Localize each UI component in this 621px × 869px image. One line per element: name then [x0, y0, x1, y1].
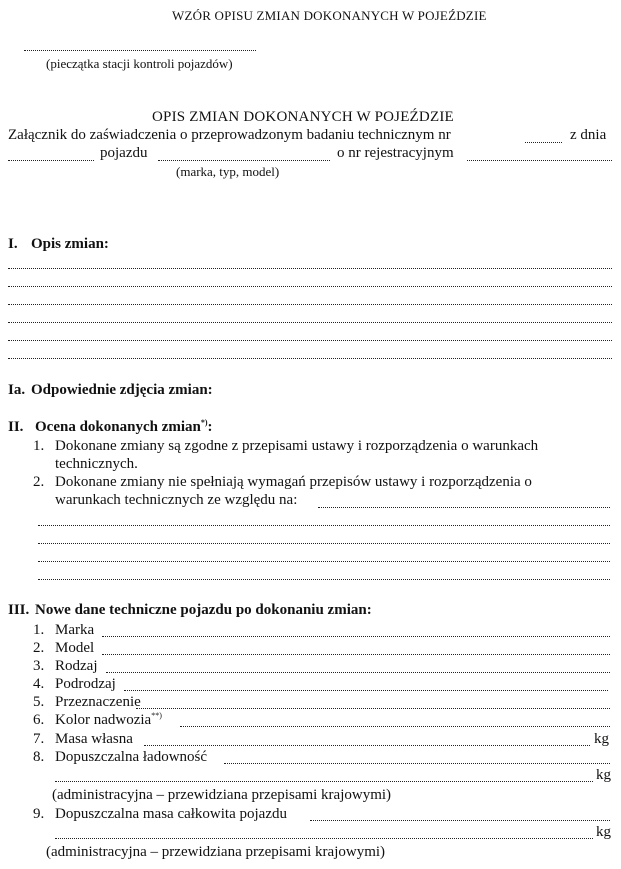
- reason-line-3[interactable]: [38, 561, 610, 562]
- item-7-label: Masa własna: [55, 731, 133, 747]
- item-1-label: Marka: [55, 622, 95, 638]
- changes-line-1[interactable]: [8, 268, 612, 269]
- item-3-label: Rodzaj: [55, 658, 98, 674]
- section-i-number: I.: [8, 236, 18, 252]
- reason-line-4[interactable]: [38, 579, 610, 580]
- intro-date-label: z dnia: [570, 127, 607, 143]
- item-2-label: Model: [55, 640, 95, 656]
- vehicle-field[interactable]: [158, 160, 330, 161]
- item-3-number: 3.: [33, 658, 45, 674]
- item-5-number: 5.: [33, 694, 45, 710]
- purpose-field[interactable]: [136, 708, 610, 709]
- body-color-field[interactable]: [180, 726, 610, 727]
- item-9-admin-note: (administracyjna – przewidziana przepisami krajowymi): [46, 844, 386, 860]
- model-field[interactable]: [102, 654, 610, 655]
- item-6-number: 6.: [33, 712, 45, 728]
- certificate-date-field[interactable]: [8, 160, 94, 161]
- document-title: OPIS ZMIAN DOKONANYCH W POJEŹDZIE: [152, 109, 454, 125]
- stamp-caption: (pieczątka stacji kontroli pojazdów): [46, 56, 233, 71]
- item-4-label: Podrodzaj: [55, 676, 116, 692]
- assessment-item-2-line1: Dokonane zmiany nie spełniają wymagań przepisów ustawy i rozporządzenia o: [55, 474, 532, 490]
- item-9-number: 9.: [33, 806, 45, 822]
- intro-vehicle-label: pojazdu: [100, 145, 148, 161]
- item-8-unit: kg: [596, 767, 611, 783]
- template-title: WZÓR OPISU ZMIAN DOKONANYCH W POJEŹDZIE: [172, 8, 487, 23]
- reason-line-2[interactable]: [38, 543, 610, 544]
- section-ia-number: Ia.: [8, 382, 26, 398]
- footnote-mark: **): [151, 711, 162, 720]
- changes-line-4[interactable]: [8, 322, 612, 323]
- footnote-mark: *): [200, 418, 208, 427]
- stamp-line: [24, 50, 256, 51]
- assessment-item-2-line2: warunkach technicznych ze względu na:: [55, 492, 298, 508]
- section-ia-title: Odpowiednie zdjęcia zmian:: [31, 382, 213, 398]
- registration-number-field[interactable]: [467, 160, 612, 161]
- item-6-label: Kolor nadwozia**): [55, 711, 162, 728]
- subtype-field[interactable]: [124, 690, 608, 691]
- item-4-number: 4.: [33, 676, 45, 692]
- section-ii-title: Ocena dokonanych zmian*):: [35, 418, 213, 435]
- make-field[interactable]: [102, 636, 610, 637]
- gross-weight-field[interactable]: [310, 820, 610, 821]
- item-8-number: 8.: [33, 749, 45, 765]
- reason-field[interactable]: [318, 507, 610, 508]
- intro-line1-prefix: Załącznik do zaświadczenia o przeprowadzonym badaniu technicznym nr: [8, 127, 451, 143]
- section-iii-title: Nowe dane techniczne pojazdu po dokonaniu zmian:: [35, 602, 372, 618]
- assessment-item-1-line1: Dokonane zmiany są zgodne z przepisami ustawy i rozporządzenia o warunkach: [55, 438, 539, 454]
- item-2-number: 2.: [33, 640, 45, 656]
- item-7-unit: kg: [594, 731, 609, 747]
- section-iii-number: III.: [8, 602, 30, 618]
- item-8-label: Dopuszczalna ładowność: [55, 749, 208, 765]
- changes-line-3[interactable]: [8, 304, 612, 305]
- item-1-number: 1.: [33, 622, 45, 638]
- intro-registration-label: o nr rejestracyjnym: [337, 145, 454, 161]
- vehicle-caption: (marka, typ, model): [176, 164, 280, 179]
- changes-line-5[interactable]: [8, 340, 612, 341]
- item-7-number: 7.: [33, 731, 45, 747]
- assessment-item-1-number: 1.: [33, 438, 45, 454]
- assessment-item-1-line2: technicznych.: [55, 456, 138, 472]
- item-9-unit: kg: [596, 824, 611, 840]
- payload-field[interactable]: [224, 763, 610, 764]
- changes-line-6[interactable]: [8, 358, 612, 359]
- reason-line-1[interactable]: [38, 525, 610, 526]
- payload-admin-field[interactable]: [55, 781, 593, 782]
- section-ii-number: II.: [8, 419, 24, 435]
- item-9-label: Dopuszczalna masa całkowita pojazdu: [55, 806, 287, 822]
- item-5-label: Przeznaczenie: [55, 694, 141, 710]
- assessment-item-2-number: 2.: [33, 474, 45, 490]
- type-field[interactable]: [106, 672, 610, 673]
- item-8-admin-note: (administracyjna – przewidziana przepisami krajowymi): [52, 787, 392, 803]
- gross-weight-admin-field[interactable]: [55, 838, 593, 839]
- certificate-number-field[interactable]: [525, 142, 562, 143]
- section-i-title: Opis zmian:: [31, 236, 109, 252]
- curb-weight-field[interactable]: [144, 745, 590, 746]
- changes-line-2[interactable]: [8, 286, 612, 287]
